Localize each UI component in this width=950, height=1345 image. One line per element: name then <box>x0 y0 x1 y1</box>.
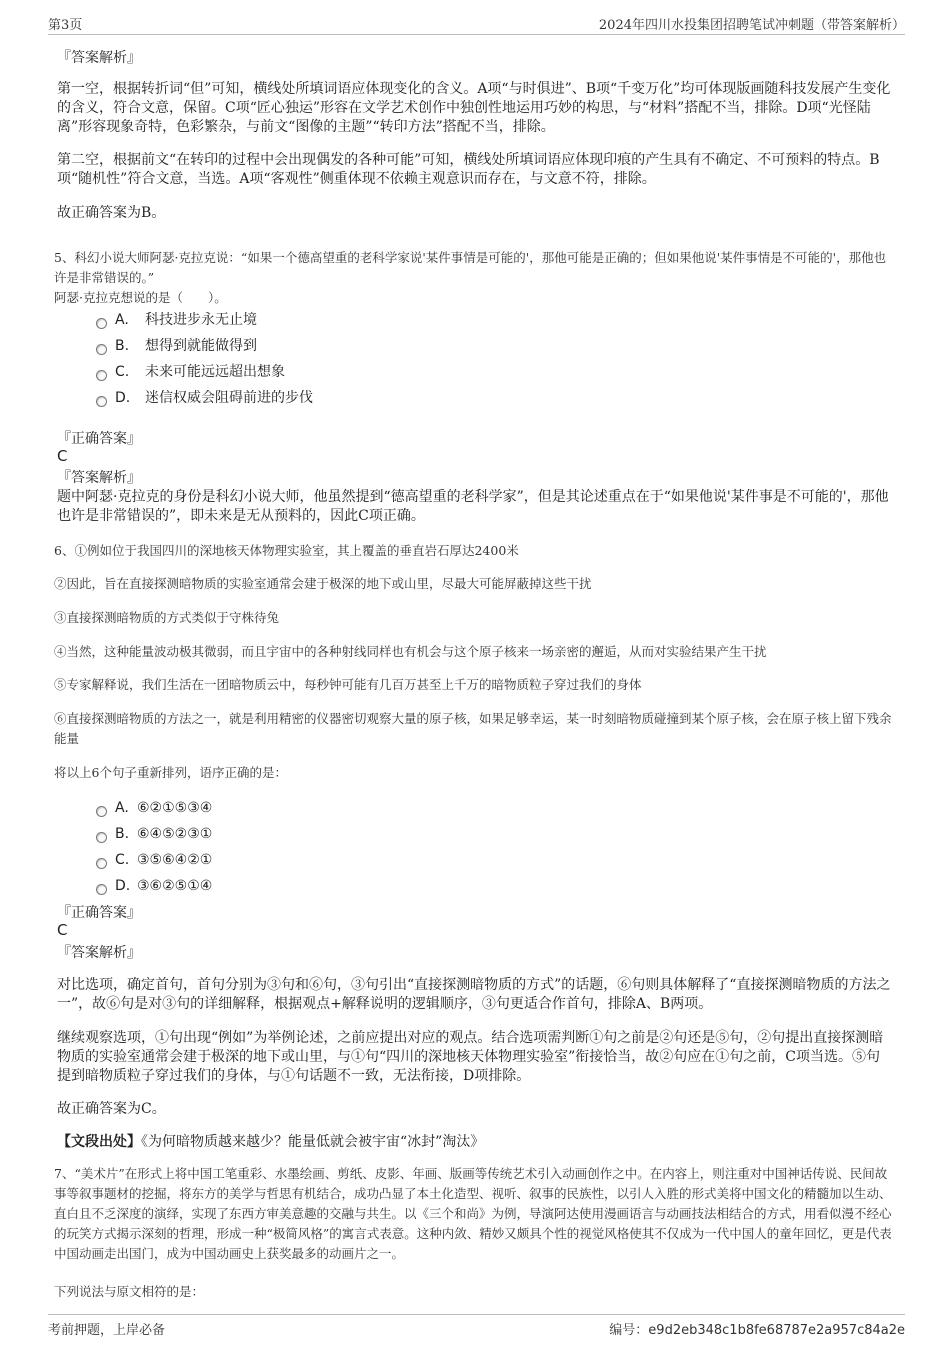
q4-conclusion: 故正确答案为B。 <box>57 205 166 221</box>
q6-option-c[interactable]: C. ③⑤⑥④②① <box>96 850 212 870</box>
q6-analysis-para2: 继续观察选项，①句出现“例如”为举例论述，之前应提出对应的观点。结合选项需判断①句之前是②句还是⑤句，②句提出直接探测暗物质的实验室通常会建于极深的地下或山里，与①句“四川的深地核天体物理实验室”衔接恰当，故②句应在①句之前，C项当选。⑤句提到暗物质粒子穿过我们的身体，与①句话题不一致，无法衔接，D项排除。 <box>57 1030 884 1084</box>
q6-sentence-5: ⑤专家解释说，我们生活在一团暗物质云中，每秒钟可能有几百万甚至上千万的暗物质粒子穿过我们的身体 <box>54 677 642 692</box>
q5-correct-answer: C <box>57 447 68 465</box>
q5-option-d-text: 迷信权威会阻碍前进的步伐 <box>145 390 313 406</box>
q5-ask: 阿瑟·克拉克想说的是（ ）。 <box>54 290 227 305</box>
q5-correct-label: 『正确答案』 <box>57 431 141 447</box>
page-header <box>48 14 905 35</box>
page-number: 第3页 <box>48 18 83 33</box>
footer-slogan: 考前押题，上岸必备 <box>48 1323 166 1338</box>
q6-ask: 将以上6个句子重新排列，语序正确的是： <box>54 765 287 780</box>
q7-ask: 下列说法与原文相符的是： <box>54 1284 205 1299</box>
radio-icon[interactable] <box>96 806 107 817</box>
q6-option-c-text: ③⑤⑥④②① <box>137 852 213 868</box>
q6-option-b-text: ⑥④⑤②③① <box>137 826 213 842</box>
page-footer <box>48 1314 905 1337</box>
document-title: 2024年四川水投集团招聘笔试冲刺题（带答案解析） <box>598 18 905 33</box>
q5-analysis-label: 『答案解析』 <box>57 470 141 486</box>
q6-analysis-label: 『答案解析』 <box>57 945 141 961</box>
q6-conclusion: 故正确答案为C。 <box>57 1101 166 1117</box>
q6-source <box>57 1131 484 1151</box>
q6-option-d-text: ③⑥②⑤①④ <box>137 878 213 894</box>
q6-option-b[interactable]: B. ⑥④⑤②③① <box>96 824 212 844</box>
q6-sentence-6: ⑥直接探测暗物质的方法之一，就是利用精密的仪器密切观察大量的原子核，如果足够幸运，某一时刻暗物质碰撞到某个原子核，会在原子核上留下残余能量 <box>54 711 892 746</box>
radio-icon[interactable] <box>96 396 107 407</box>
q6-sentence-3: ③直接探测暗物质的方式类似于守株待兔 <box>54 610 280 625</box>
q6-source-label: 【文段出处】 <box>57 1134 141 1150</box>
q5-option-b-text: 想得到就能做得到 <box>145 338 257 354</box>
q4-analysis-label: 『答案解析』 <box>57 50 141 66</box>
q5-option-b[interactable]: B. 想得到就能做得到 <box>96 336 257 356</box>
q6-analysis-para1: 对比选项，确定首句，首句分别为③句和⑥句，③句引出“直接探测暗物质的方式”的话题，⑥句则具体解释了“直接探测暗物质的方法之一”，故⑥句是对③句的详细解释，根据观点+解释说明的逻辑顺序，③句更适合作首句，排除A、B两项。 <box>57 977 891 1012</box>
radio-icon[interactable] <box>96 344 107 355</box>
q5-analysis: 题中阿瑟·克拉克的身份是科幻小说大师，他虽然提到“德高望重的老科学家”，但是其论述重点在于“如果他说'某件事是不可能的'，那他也许是非常错误的”，即未来是无从预料的，因此C项正确。 <box>57 489 889 524</box>
document-code: 编号：e9d2eb348c1b8fe68787e2a957c84a2e <box>609 1323 905 1338</box>
q4-analysis-para2: 第二空，根据前文“在转印的过程中会出现偶发的各种可能”可知，横线处所填词语应体现印痕的产生具有不确定、不可预料的特点。B项“随机性”符合文意，当选。A项“客观性”侧重体现不依赖主观意识而存在，与文意不符，排除。 <box>57 152 880 187</box>
q6-source-text: 《为何暗物质越来越少？能量低就会被宇宙“冰封”淘汰》 <box>141 1134 485 1150</box>
q5-option-a-text: 科技进步永无止境 <box>145 312 257 328</box>
q6-correct-label: 『正确答案』 <box>57 905 141 921</box>
q6-correct-answer: C <box>57 921 68 939</box>
q6-sentence-2: ②因此，旨在直接探测暗物质的实验室通常会建于极深的地下或山里，尽最大可能屏蔽掉这些干扰 <box>54 576 592 591</box>
q6-option-a[interactable]: A. ⑥②①⑤③④ <box>96 798 212 818</box>
q6-option-a-text: ⑥②①⑤③④ <box>137 800 213 816</box>
radio-icon[interactable] <box>96 832 107 843</box>
radio-icon[interactable] <box>96 858 107 869</box>
q7-stem: 7、“美术片”在形式上将中国工笔重彩、水墨绘画、剪纸、皮影、年画、版画等传统艺术引入动画创作之中。在内容上，则注重对中国神话传说、民间故事等叙事题材的挖掘，将东方的美学与哲思有机结合，成功凸显了本土化造型、视听、叙事的民族性，以引人入胜的形式美将中国文化的精髓加以生动、直白且不乏深度的演绎，实现了东西方审美意趣的交融与共生。以《三个和尚》为例，导演阿达使用漫画语言与动画技法相结合的方式，用看似漫不经心的玩笑方式揭示深刻的哲理，形成一种“极简风格”的寓言式表意。这种内敛、精妙又颇具个性的视觉风格使其不仅成为一代中国人的童年回忆，更是代表中国动画走出国门，成为中国动画史上获奖最多的动画片之一。 <box>54 1166 892 1261</box>
radio-icon[interactable] <box>96 318 107 329</box>
q6-sentence-4: ④当然，这种能量波动极其微弱，而且宇宙中的各种射线同样也有机会与这个原子核来一场亲密的邂逅，从而对实验结果产生干扰 <box>54 644 767 659</box>
q5-option-a[interactable]: A. 科技进步永无止境 <box>96 310 257 330</box>
q6-option-d[interactable]: D. ③⑥②⑤①④ <box>96 876 212 896</box>
q5-option-d[interactable]: D. 迷信权威会阻碍前进的步伐 <box>96 388 313 408</box>
radio-icon[interactable] <box>96 884 107 895</box>
q5-stem: 5、科幻小说大师阿瑟·克拉克说：“如果一个德高望重的老科学家说'某件事情是可能的'，那他可能是正确的；但如果他说'某件事情是不可能的'，那他也许是非常错误的。” <box>54 250 887 285</box>
q5-option-c-text: 未来可能远远超出想象 <box>145 364 285 380</box>
q5-option-c[interactable]: C. 未来可能远远超出想象 <box>96 362 285 382</box>
q6-sentence-1: 6、①例如位于我国四川的深地核天体物理实验室，其上覆盖的垂直岩石厚达2400米 <box>54 543 519 558</box>
q4-analysis-para1: 第一空，根据转折词“但”可知，横线处所填词语应体现变化的含义。A项“与时俱进”、B项“千变万化”均可体现版画随科技发展产生变化的含义，符合文意，保留。C项“匠心独运”形容在文学艺术创作中独创性地运用巧妙的构思，与“材料”搭配不当，排除。D项“光怪陆离”形容现象奇特，色彩繁杂，与前文“图像的主题”“转印方法”搭配不当，排除。 <box>57 81 891 135</box>
radio-icon[interactable] <box>96 370 107 381</box>
